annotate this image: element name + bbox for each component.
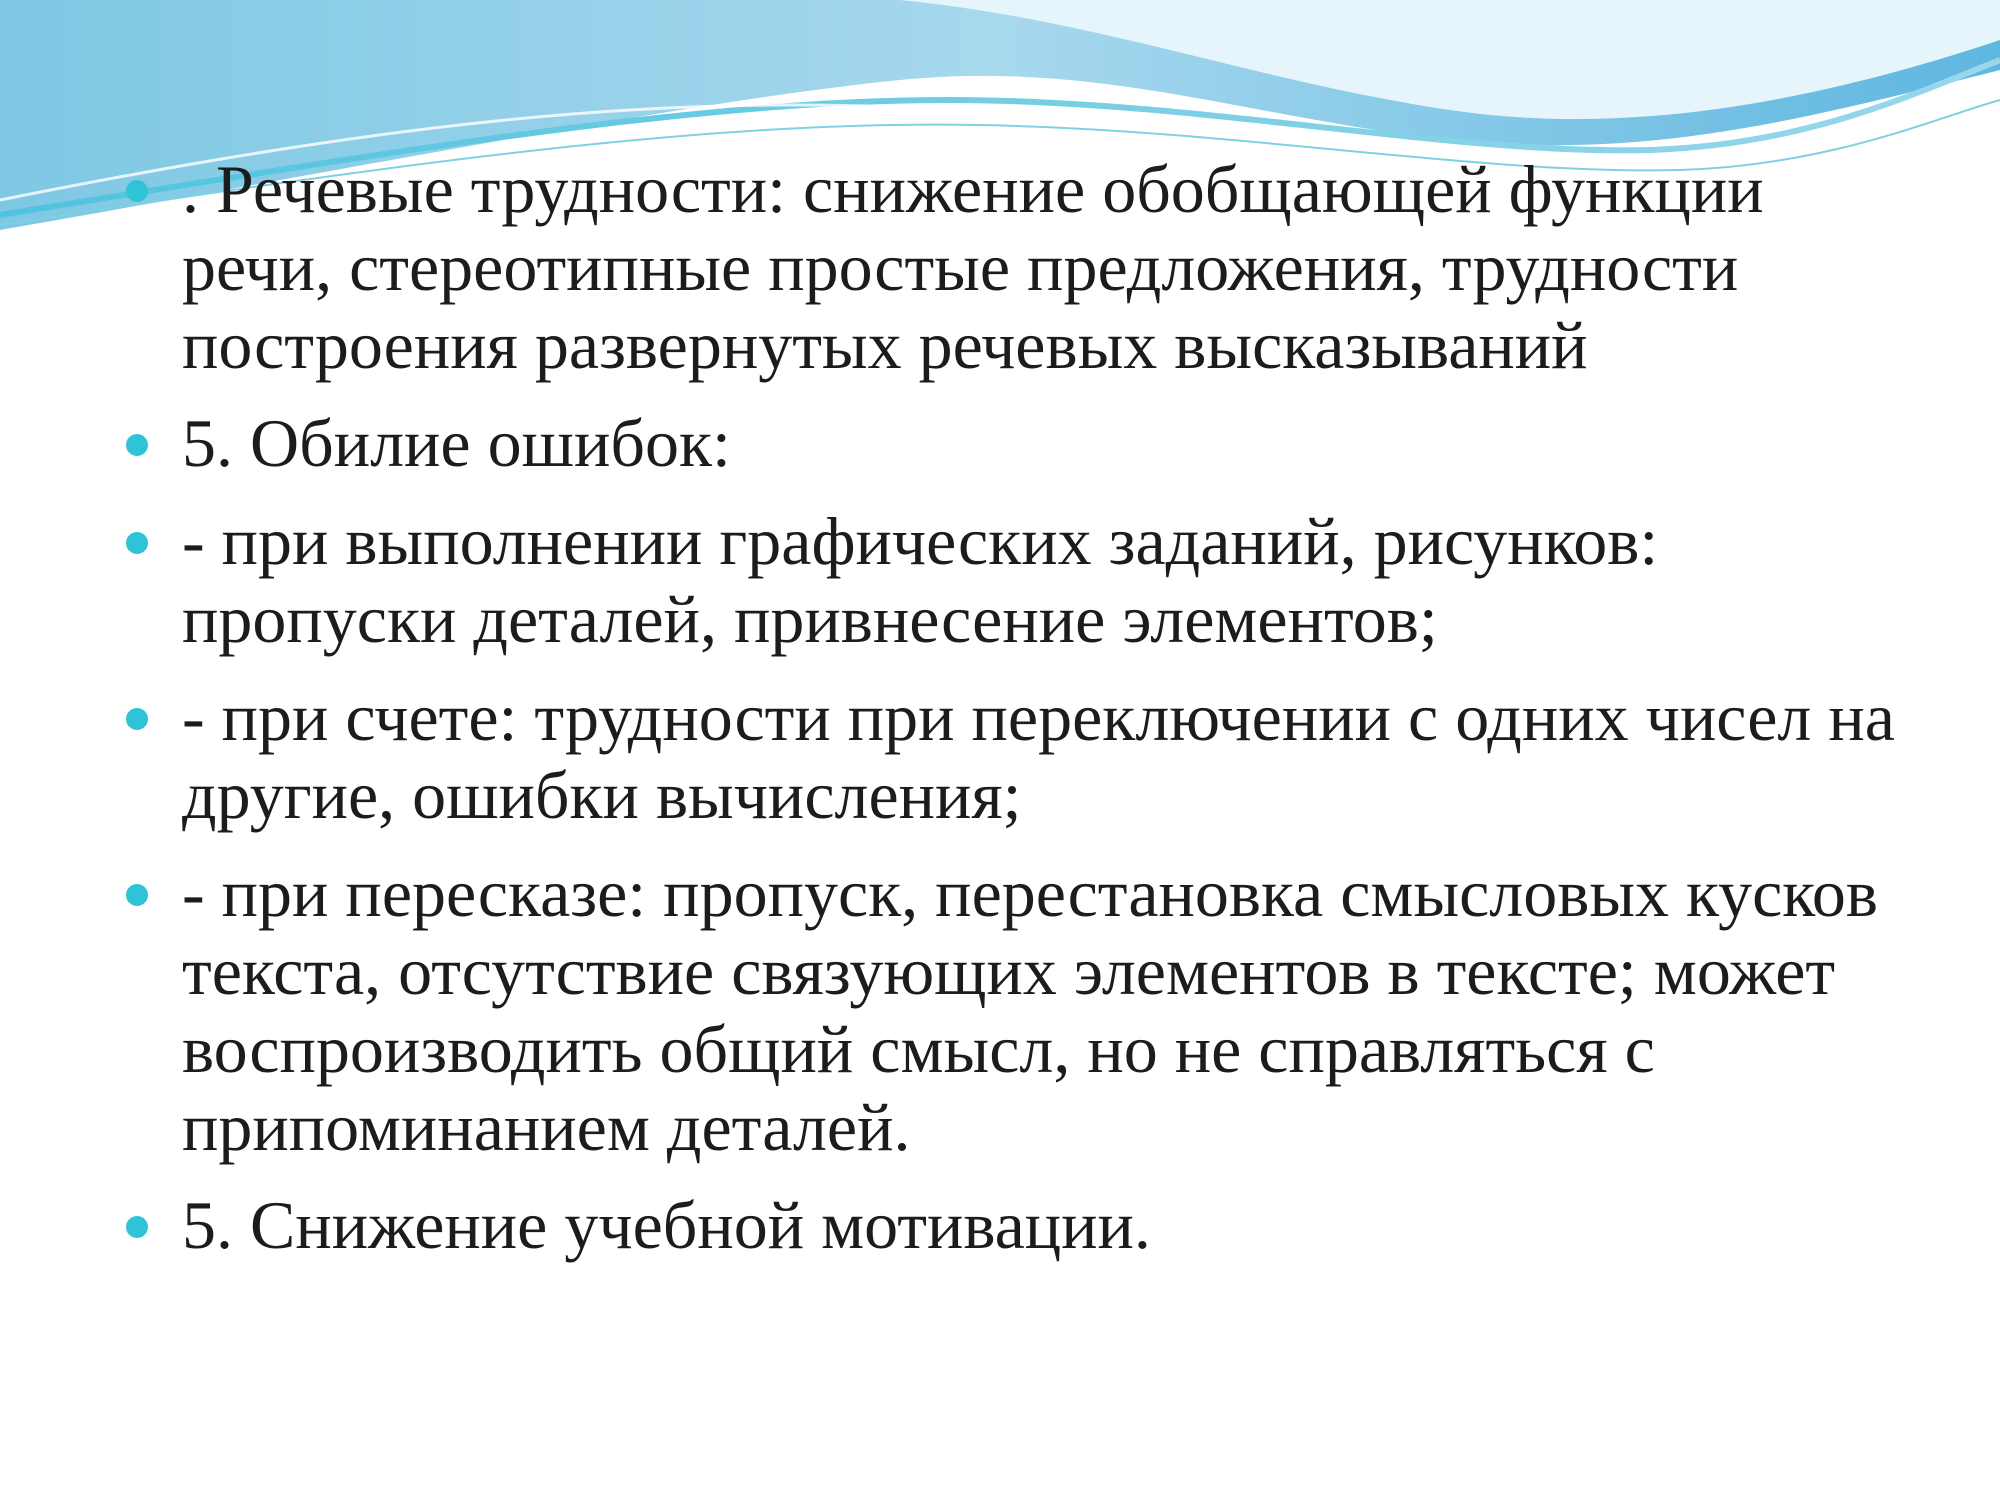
bullet-retelling-errors [120,854,1900,1166]
bullet-list [120,150,1900,1284]
bullet-dot-icon [126,434,148,456]
bullet-text: 5. Обилие ошибок: [182,405,731,481]
bullet-dot-icon [126,708,148,730]
bullet-motivation [120,1186,1900,1264]
bullet-speech-difficulties [120,150,1900,384]
bullet-errors-heading [120,404,1900,482]
bullet-text: . Речевые трудности: снижение обобщающей функции речи, стереотипные простые предложения, трудности построения развернутых речевых высказываний [182,151,1764,383]
bullet-counting-errors [120,678,1900,834]
bullet-dot-icon [126,884,148,906]
bullet-text: - при пересказе: пропуск, перестановка смысловых кусков текста, отсутствие связующих элементов в тексте; может воспроизводить общий смысл, но не справляться с припоминанием деталей. [182,855,1878,1165]
bullet-dot-icon [126,1216,148,1238]
bullet-dot-icon [126,532,148,554]
bullet-dot-icon [126,180,148,202]
bullet-graphic-errors [120,502,1900,658]
bullet-text: - при выполнении графических заданий, рисунков: пропуски деталей, привнесение элементов; [182,503,1659,657]
bullet-text: 5. Снижение учебной мотивации. [182,1187,1151,1263]
bullet-text: - при счете: трудности при переключении с одних чисел на другие, ошибки вычисления; [182,679,1895,833]
